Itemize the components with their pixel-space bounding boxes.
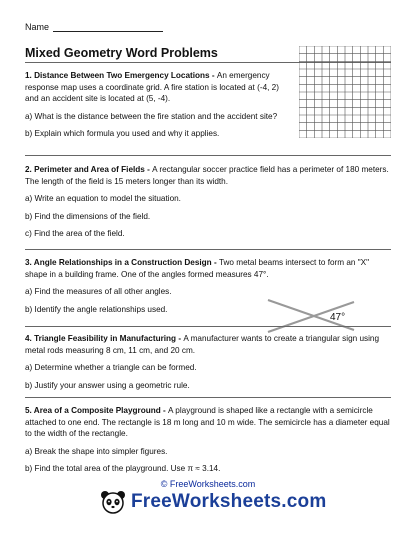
question-part: a) Write an equation to model the situation.	[25, 194, 181, 203]
coordinate-grid	[299, 46, 391, 138]
question-part: c) Find the area of the field.	[25, 229, 125, 238]
angle-label: 47°	[330, 312, 346, 323]
question-body: An emergency response map uses a coordinate grid. A fire station is located at (-4, 2) and an accident site is located at (5, -4).	[25, 71, 279, 103]
name-row	[25, 22, 163, 32]
question-1	[25, 70, 290, 140]
section-divider	[25, 397, 391, 398]
question-4	[25, 333, 391, 391]
brand-logo	[100, 489, 326, 515]
question-heading: 1. Distance Between Two Emergency Locations -	[25, 71, 217, 80]
question-body: A manufacturer wants to create a triangular sign using metal rods measuring 8 cm, 11 cm, and 20 cm.	[25, 334, 380, 355]
question-part: b) Justify your answer using a geometric rule.	[25, 380, 190, 390]
question-heading: 2. Perimeter and Area of Fields -	[25, 165, 153, 174]
question-heading: 3. Angle Relationships in a Construction Design -	[25, 258, 219, 267]
question-part: b) Find the dimensions of the field.	[25, 211, 151, 221]
question-heading: 5. Area of a Composite Playground -	[25, 406, 169, 415]
name-label: Name	[25, 22, 50, 32]
question-part: a) Break the shape into simpler figures.	[25, 446, 168, 456]
crossing-beams-figure	[262, 296, 366, 336]
question-part: a) Find the measures of all other angles.	[25, 287, 172, 296]
question-part: b) Identify the angle relationships used.	[25, 304, 168, 314]
question-2	[25, 164, 391, 240]
question-part: a) What is the distance between the fire station and the accident site?	[25, 111, 278, 121]
brand-name: FreeWorksheets.com	[131, 491, 327, 512]
question-part: a) Determine whether a triangle can be formed.	[25, 363, 197, 372]
section-divider	[25, 249, 391, 250]
question-heading: 4. Triangle Feasibility in Manufacturing -	[25, 334, 184, 343]
footer-url	[0, 479, 416, 489]
question-body: Two metal beams intersect to form an "X" shape in a building frame. One of the angles formed measures 47°.	[25, 258, 370, 279]
worksheet-title: Mixed Geometry Word Problems	[25, 46, 218, 60]
footer-link[interactable]: FreeWorksheets.com	[169, 479, 256, 489]
section-divider	[25, 155, 391, 156]
question-5	[25, 405, 391, 475]
question-part: b) Find the total area of the playground. Use π ≈ 3.14.	[25, 464, 221, 473]
section-divider	[25, 326, 391, 327]
panda-icon	[100, 489, 126, 515]
question-body: A playground is shaped like a rectangle with a semicircle attached to one end. The rectangle is 18 m long and 10 m wide. The semicircle has a diameter equal to the width of the rectangle.	[25, 406, 390, 438]
name-line	[53, 22, 163, 32]
copyright-symbol: ©	[160, 479, 168, 489]
question-body: A rectangular soccer practice field has a perimeter of 180 meters. The length of the field is 15 meters longer than its width.	[25, 165, 389, 186]
question-part: b) Explain which formula you used and why it applies.	[25, 129, 220, 138]
